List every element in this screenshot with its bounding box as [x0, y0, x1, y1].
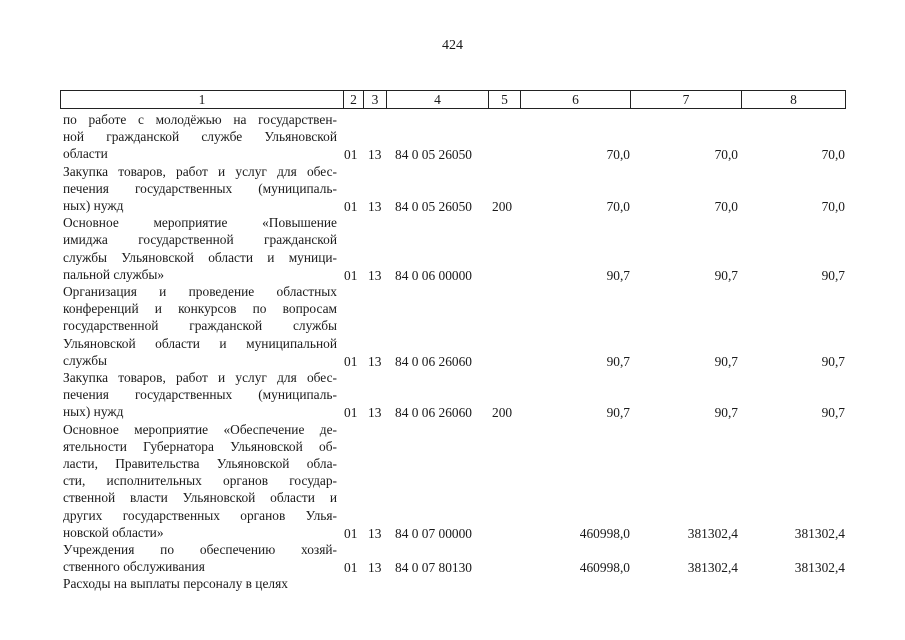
cell-c4: 84 0 06 00000: [395, 267, 472, 283]
description-line: конференций и конкурсов по вопросам: [63, 301, 337, 317]
row-description: [63, 111, 337, 163]
description-line: новской области»: [63, 524, 164, 540]
table-row: [0, 283, 905, 369]
cell-c4: 84 0 06 26060: [395, 405, 472, 421]
cell-c2: 01: [344, 560, 358, 576]
cell-c7: 90,7: [714, 405, 738, 421]
cell-c2: 01: [344, 405, 358, 421]
description-line: Закупка товаров, работ и услуг для обес-: [63, 370, 337, 385]
table-row: [0, 421, 905, 541]
cell-c6: 460998,0: [579, 560, 630, 576]
description-line: ной гражданской службе Ульяновской: [63, 129, 337, 145]
cell-c6: 460998,0: [579, 525, 630, 541]
description-line: имиджа государственной гражданской: [63, 232, 337, 248]
row-description: [63, 421, 337, 541]
cell-c3: 13: [368, 147, 382, 163]
cell-c7: 381302,4: [687, 525, 738, 541]
cell-c8: 381302,4: [794, 525, 845, 541]
description-line: ственного обслуживания: [63, 559, 205, 575]
description-line: ласти, Правительства Ульяновской обла-: [63, 456, 337, 471]
cell-c2: 01: [344, 353, 358, 369]
description-line: других государственных органов Улья-: [63, 507, 337, 523]
description-line: печения государственных (муниципаль-: [63, 387, 337, 403]
header-col-7: 7: [630, 91, 741, 108]
cell-c3: 13: [368, 353, 382, 369]
description-line: Ульяновской области и муниципальной: [63, 335, 337, 351]
description-line: пальной службы»: [63, 266, 165, 282]
row-description: [63, 369, 337, 421]
table-row: [0, 369, 905, 421]
description-line: ственной власти Ульяновской области и: [63, 490, 337, 506]
cell-c7: 70,0: [714, 147, 738, 163]
cell-c3: 13: [368, 525, 382, 541]
cell-c8: 381302,4: [794, 560, 845, 576]
cell-c2: 01: [344, 147, 358, 163]
description-line: ных) нужд: [63, 404, 124, 420]
table-row: [0, 111, 905, 163]
cell-c7: 70,0: [714, 198, 738, 214]
row-description: [63, 283, 337, 369]
description-line: государственной гражданской службы: [63, 318, 337, 334]
header-col-2: 2: [343, 91, 363, 108]
cell-c5: 200: [492, 198, 513, 214]
cell-c7: 90,7: [714, 353, 738, 369]
row-description: [63, 575, 337, 592]
description-line: ятельности Губернатора Ульяновской об-: [63, 438, 337, 454]
cell-c7: 90,7: [714, 267, 738, 283]
description-line: службы: [63, 352, 108, 368]
table-row: [0, 541, 905, 575]
table-row: [0, 214, 905, 283]
page-number: 424: [442, 38, 463, 53]
cell-c3: 13: [368, 405, 382, 421]
cell-c8: 90,7: [821, 267, 845, 283]
cell-c6: 90,7: [606, 405, 630, 421]
header-col-4: 4: [386, 91, 488, 108]
header-col-1: 1: [198, 92, 206, 107]
cell-c4: 84 0 06 26060: [395, 353, 472, 369]
table-row: [0, 575, 905, 592]
description-line: печения государственных (муниципаль-: [63, 180, 337, 196]
cell-c6: 70,0: [606, 198, 630, 214]
cell-c2: 01: [344, 198, 358, 214]
header-col-3: 3: [363, 91, 386, 108]
row-description: [63, 541, 337, 575]
row-description: [63, 163, 337, 215]
header-col-8: 8: [741, 91, 845, 108]
cell-c2: 01: [344, 267, 358, 283]
description-line: Учреждения по обеспечению хозяй-: [63, 542, 337, 557]
cell-c8: 90,7: [821, 353, 845, 369]
description-line: Организация и проведение областных: [63, 284, 337, 299]
cell-c2: 01: [344, 525, 358, 541]
cell-c5: 200: [492, 405, 513, 421]
cell-c4: 84 0 07 80130: [395, 560, 472, 576]
table-header: [60, 90, 846, 109]
cell-c8: 70,0: [821, 198, 845, 214]
description-line: Основное мероприятие «Повышение: [63, 215, 337, 231]
cell-c3: 13: [368, 267, 382, 283]
cell-c4: 84 0 07 00000: [395, 525, 472, 541]
cell-c7: 381302,4: [687, 560, 738, 576]
table-row: [0, 163, 905, 215]
description-line: ных) нужд: [63, 198, 124, 213]
description-line: по работе с молодёжью на государствен-: [63, 112, 337, 127]
cell-c4: 84 0 05 26050: [395, 147, 472, 163]
description-line: Расходы на выплаты персоналу в целях: [63, 576, 288, 592]
description-line: сти, исполнительных органов государ-: [63, 473, 337, 489]
header-col-5: 5: [488, 91, 520, 108]
cell-c4: 84 0 05 26050: [395, 198, 472, 214]
cell-c6: 90,7: [606, 267, 630, 283]
cell-c3: 13: [368, 560, 382, 576]
description-line: службы Ульяновской области и муници-: [63, 249, 337, 265]
description-line: области: [63, 146, 108, 162]
row-description: [63, 214, 337, 283]
cell-c3: 13: [368, 198, 382, 214]
cell-c6: 90,7: [606, 353, 630, 369]
cell-c6: 70,0: [606, 147, 630, 163]
description-line: Основное мероприятие «Обеспечение де-: [63, 421, 337, 437]
header-col-6: 6: [520, 91, 630, 108]
cell-c8: 70,0: [821, 147, 845, 163]
description-line: Закупка товаров, работ и услуг для обес-: [63, 163, 337, 179]
cell-c8: 90,7: [821, 405, 845, 421]
